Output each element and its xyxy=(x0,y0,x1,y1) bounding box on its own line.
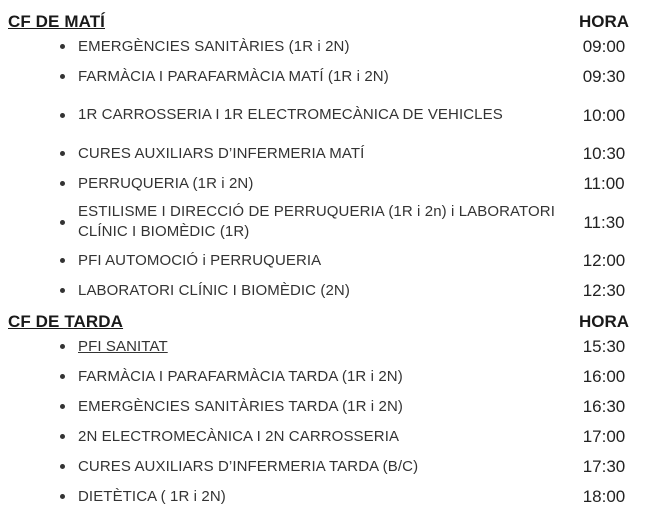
schedule-row xyxy=(8,199,644,246)
course-hour: 16:00 xyxy=(582,367,626,386)
course-hour: 17:00 xyxy=(582,427,626,446)
schedule-row xyxy=(8,32,644,62)
bullet-icon xyxy=(60,113,65,118)
bullet-icon xyxy=(60,74,65,79)
course-link[interactable]: PFI SANITAT xyxy=(78,337,168,355)
bullet-icon xyxy=(60,220,65,225)
course-name: CURES AUXILIARS D’INFERMERIA TARDA (B/C) xyxy=(78,457,419,475)
bullet-icon xyxy=(60,288,65,293)
course-name: 1R CARROSSERIA I 1R ELECTROMECÀNICA DE VEHICLES xyxy=(78,106,503,123)
course-name: ESTILISME I DIRECCIÓ DE PERRUQUERIA (1R i 2n) i LABORATORI CLÍNIC I BIOMÈDIC (1R) xyxy=(78,203,556,240)
course-hour: 10:30 xyxy=(582,144,626,163)
schedule-row xyxy=(8,332,644,362)
schedule-row xyxy=(8,276,644,306)
bullet-icon xyxy=(60,151,65,156)
schedule-row xyxy=(8,392,644,422)
schedule-row xyxy=(8,422,644,452)
schedule-row xyxy=(8,62,644,92)
section-title: CF DE TARDA xyxy=(8,312,124,331)
course-hour: 09:00 xyxy=(582,37,626,56)
bullet-icon xyxy=(60,464,65,469)
section-title: CF DE MATÍ xyxy=(8,12,106,31)
course-hour: 15:30 xyxy=(582,337,626,356)
course-name: 2N ELECTROMECÀNICA I 2N CARROSSERIA xyxy=(78,427,400,445)
bullet-icon xyxy=(60,374,65,379)
bullet-icon xyxy=(60,404,65,409)
bullet-icon xyxy=(60,44,65,49)
bullet-icon xyxy=(60,344,65,349)
course-hour: 12:30 xyxy=(582,281,626,300)
course-name: PFI AUTOMOCIÓ i PERRUQUERIA xyxy=(78,251,322,269)
bullet-icon xyxy=(60,494,65,499)
course-name: FARMÀCIA I PARAFARMÀCIA TARDA (1R i 2N) xyxy=(78,367,403,385)
course-name: EMERGÈNCIES SANITÀRIES TARDA (1R i 2N) xyxy=(78,397,403,415)
course-name: CURES AUXILIARS D’INFERMERIA MATÍ xyxy=(78,144,365,162)
course-name: LABORATORI CLÍNIC I BIOMÈDIC (2N) xyxy=(78,281,350,299)
course-hour: 11:00 xyxy=(583,174,625,193)
course-name: FARMÀCIA I PARAFARMÀCIA MATÍ (1R i 2N) xyxy=(78,67,389,85)
schedule-row xyxy=(8,452,644,482)
course-hour: 11:30 xyxy=(583,212,625,232)
schedule-row xyxy=(8,246,644,276)
course-hour: 10:00 xyxy=(582,105,626,125)
course-name: PERRUQUERIA (1R i 2N) xyxy=(78,174,254,192)
schedule-row xyxy=(8,92,644,139)
course-hour: 09:30 xyxy=(582,67,626,86)
course-hour: 17:30 xyxy=(582,457,626,476)
bullet-icon xyxy=(60,434,65,439)
course-hour: 16:30 xyxy=(582,397,626,416)
hour-column-header: HORA xyxy=(578,312,630,331)
schedule-row xyxy=(8,169,644,199)
bullet-icon xyxy=(60,181,65,186)
course-hour: 18:00 xyxy=(582,487,626,506)
section-header-mati xyxy=(8,6,644,32)
course-name: DIETÈTICA ( 1R i 2N) xyxy=(78,487,226,505)
schedule-table xyxy=(8,6,644,512)
schedule-row xyxy=(8,139,644,169)
course-name: EMERGÈNCIES SANITÀRIES (1R i 2N) xyxy=(78,37,350,55)
section-header-tarda xyxy=(8,306,644,332)
schedule-row xyxy=(8,482,644,512)
hour-column-header: HORA xyxy=(578,12,630,31)
schedule-row xyxy=(8,362,644,392)
course-hour: 12:00 xyxy=(582,251,626,270)
bullet-icon xyxy=(60,258,65,263)
